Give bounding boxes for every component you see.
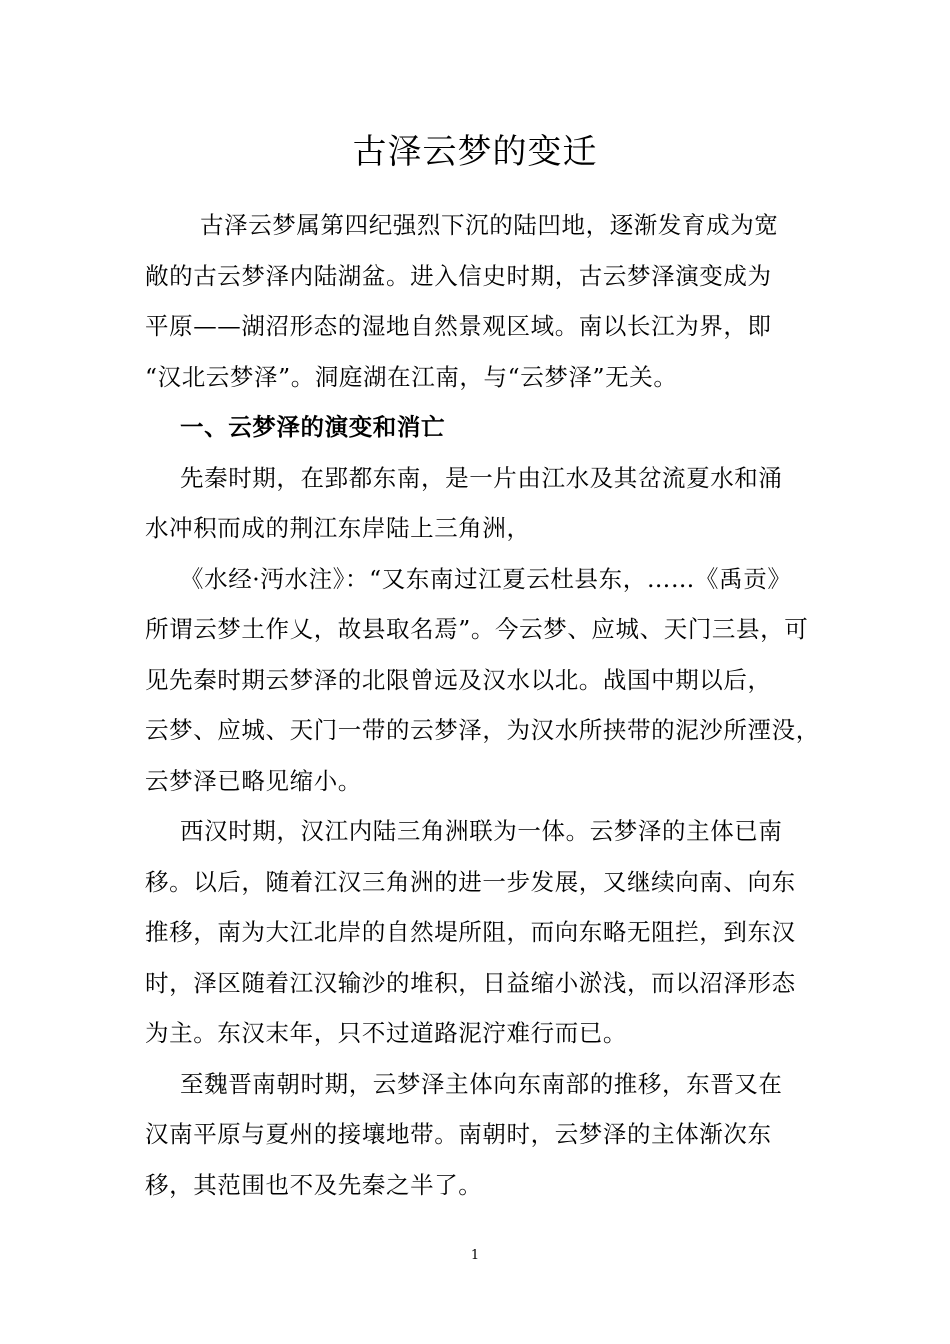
paragraph-4-line-1: 西汉时期，汉江内陆三角洲联为一体。云梦泽的主体已南 — [180, 817, 783, 845]
paragraph-2-line-2: 水冲积而成的荆江东岸陆上三角洲， — [145, 514, 531, 542]
paragraph-4-line-3: 推移，南为大江北岸的自然堤所阻，而向东略无阻拦，到东汉 — [145, 918, 796, 946]
paragraph-1-line-4: “汉北云梦泽”。洞庭湖在江南，与“云梦泽”无关。 — [145, 362, 678, 391]
paragraph-1-line-3: 平原——湖沼形态的湿地自然景观区域。南以长江为界，即 — [145, 312, 772, 340]
paragraph-3-line-5: 云梦泽已略见缩小。 — [145, 766, 362, 795]
document-body — [145, 200, 820, 1210]
paragraph-4-line-2: 移。以后，随着江汉三角洲的进一步发展，又继续向南、向东 — [145, 867, 796, 896]
section-heading: 一、云梦泽的演变和消亡 — [180, 413, 446, 441]
paragraph-3-line-3: 见先秦时期云梦泽的北限曾远及汉水以北。战国中期以后， — [145, 665, 772, 694]
document-title: 古泽云梦的变迁 — [352, 132, 598, 172]
paragraph-5-line-3: 移，其范围也不及先秦之半了。 — [145, 1170, 483, 1199]
paragraph-4-line-4: 时，泽区随着江汉输沙的堆积，日益缩小淤浅，而以沼泽形态 — [145, 968, 796, 997]
paragraph-3-line-4: 云梦、应城、天门一带的云梦泽，为汉水所挟带的泥沙所湮没， — [145, 716, 820, 744]
paragraph-3-line-2: 所谓云梦土作乂，故县取名焉”。今云梦、应城、天门三县，可 — [145, 615, 809, 643]
paragraph-4-line-5: 为主。东汉末年，只不过道路泥泞难行而已。 — [145, 1019, 627, 1047]
paragraph-5-line-1: 至魏晋南朝时期，云梦泽主体向东南部的推移，东晋又在 — [180, 1069, 783, 1098]
paragraph-1-line-2: 敞的古云梦泽内陆湖盆。进入信史时期，古云梦泽演变成为 — [145, 261, 772, 290]
paragraph-2-line-1: 先秦时期，在郢都东南，是一片由江水及其岔流夏水和涌 — [180, 463, 783, 492]
paragraph-1-line-1: 古泽云梦属第四纪强烈下沉的陆凹地，逐渐发育成为宽 — [200, 211, 779, 239]
paragraph-5-line-2: 汉南平原与夏州的接壤地带。南朝时，云梦泽的主体渐次东 — [145, 1120, 772, 1148]
paragraph-3-line-1: 《水经·沔水注》：“又东南过江夏云杜县东，……《禹贡》 — [180, 564, 792, 593]
page-number: 1 — [470, 1248, 480, 1263]
